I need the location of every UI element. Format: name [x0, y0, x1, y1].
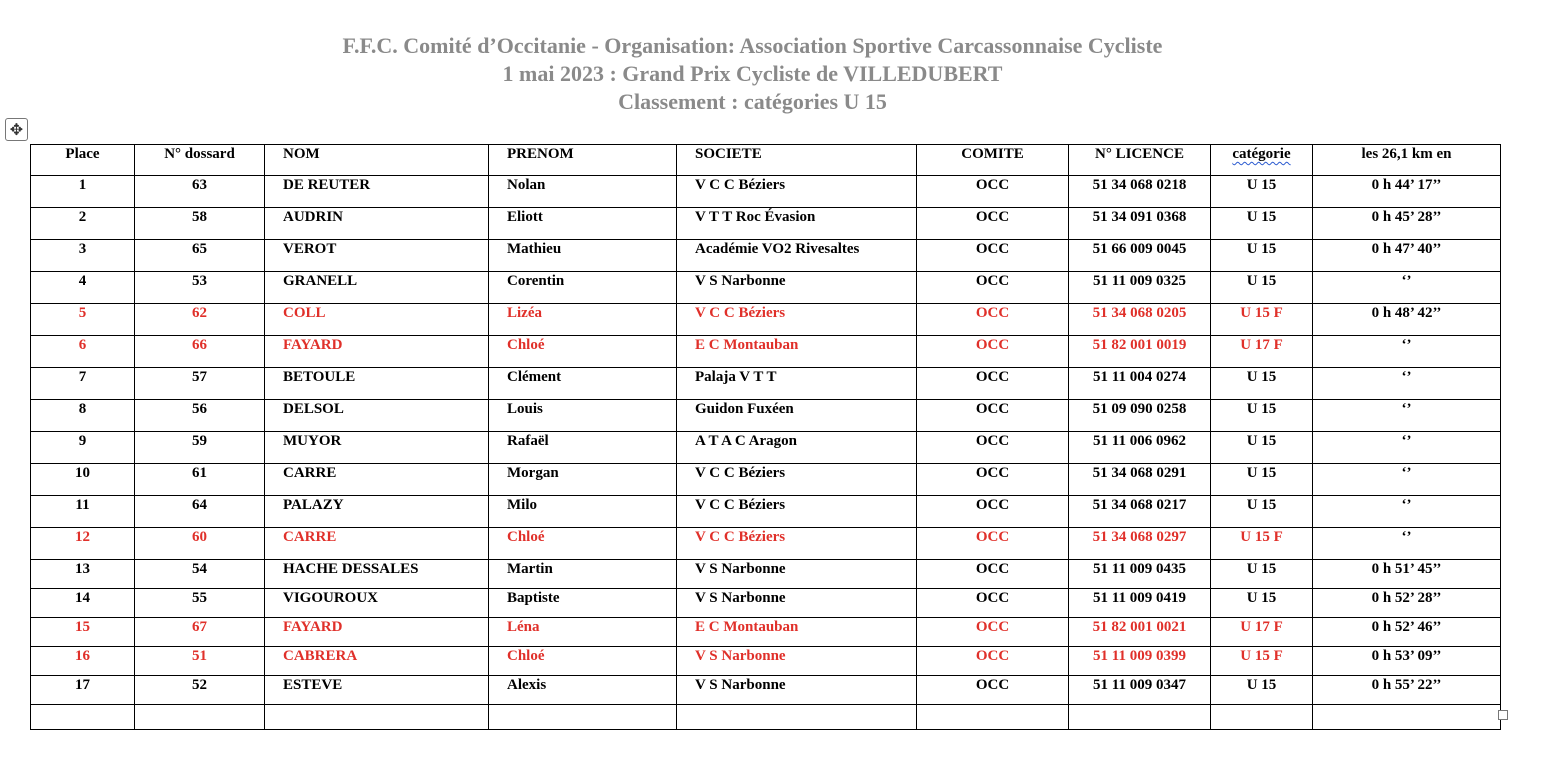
cell-empty: [489, 705, 677, 730]
cell-place: 8: [31, 400, 135, 432]
cell-categorie: U 17 F: [1211, 336, 1313, 368]
cell-dossard: 52: [135, 676, 265, 705]
cell-temps: 0 h 45’ 28’’: [1313, 208, 1501, 240]
cell-societe: V C C Béziers: [677, 304, 917, 336]
col-header-categorie: [1211, 145, 1313, 176]
table-row: [31, 676, 1501, 705]
cell-dossard: 53: [135, 272, 265, 304]
cell-categorie: U 15: [1211, 176, 1313, 208]
cell-place: 13: [31, 560, 135, 589]
cell-place: 11: [31, 496, 135, 528]
cell-licence: 51 11 009 0347: [1069, 676, 1211, 705]
cell-temps: 0 h 52’ 46’’: [1313, 618, 1501, 647]
document-title-block: [0, 32, 1505, 116]
table-row: [31, 432, 1501, 464]
cell-licence: 51 11 004 0274: [1069, 368, 1211, 400]
cell-temps: ‘’: [1313, 528, 1501, 560]
table-row-empty: [31, 705, 1501, 730]
cell-comite: OCC: [917, 560, 1069, 589]
cell-comite: OCC: [917, 400, 1069, 432]
cell-prenom: Nolan: [489, 176, 677, 208]
table-row: [31, 272, 1501, 304]
cell-nom: HACHE DESSALES: [265, 560, 489, 589]
cell-comite: OCC: [917, 368, 1069, 400]
cell-nom: CARRE: [265, 528, 489, 560]
cell-licence: 51 66 009 0045: [1069, 240, 1211, 272]
cell-temps: ‘’: [1313, 400, 1501, 432]
cell-categorie: U 15 F: [1211, 304, 1313, 336]
cell-comite: OCC: [917, 589, 1069, 618]
cell-licence: 51 34 068 0218: [1069, 176, 1211, 208]
cell-categorie: U 15: [1211, 560, 1313, 589]
cell-dossard: 54: [135, 560, 265, 589]
cell-empty: [1069, 705, 1211, 730]
cell-societe: A T A C Aragon: [677, 432, 917, 464]
cell-comite: OCC: [917, 176, 1069, 208]
col-header-licence: N° LICENCE: [1069, 145, 1211, 176]
cell-temps: 0 h 53’ 09’’: [1313, 647, 1501, 676]
cell-nom: FAYARD: [265, 336, 489, 368]
cell-place: 3: [31, 240, 135, 272]
cell-place: 10: [31, 464, 135, 496]
cell-licence: 51 82 001 0021: [1069, 618, 1211, 647]
cell-societe: Palaja V T T: [677, 368, 917, 400]
table-row: [31, 496, 1501, 528]
cell-nom: PALAZY: [265, 496, 489, 528]
cell-place: 7: [31, 368, 135, 400]
cell-categorie: U 15: [1211, 464, 1313, 496]
col-header-prenom: PRENOM: [489, 145, 677, 176]
cell-prenom: Milo: [489, 496, 677, 528]
table-header-row: [31, 145, 1501, 176]
cell-categorie: U 15: [1211, 676, 1313, 705]
cell-nom: CARRE: [265, 464, 489, 496]
cell-temps: 0 h 55’ 22’’: [1313, 676, 1501, 705]
cell-prenom: Chloé: [489, 647, 677, 676]
cell-place: 9: [31, 432, 135, 464]
cell-societe: Guidon Fuxéen: [677, 400, 917, 432]
cell-empty: [1313, 705, 1501, 730]
cell-prenom: Lizéa: [489, 304, 677, 336]
cell-dossard: 67: [135, 618, 265, 647]
cell-empty: [917, 705, 1069, 730]
title-line-1: F.F.C. Comité d’Occitanie - Organisation: Association Sportive Carcassonnaise Cycliste: [342, 33, 1163, 58]
cell-place: 2: [31, 208, 135, 240]
cell-prenom: Morgan: [489, 464, 677, 496]
cell-licence: 51 34 068 0291: [1069, 464, 1211, 496]
cell-temps: 0 h 47’ 40’’: [1313, 240, 1501, 272]
cell-prenom: Rafaël: [489, 432, 677, 464]
table-row: [31, 647, 1501, 676]
cell-temps: ‘’: [1313, 336, 1501, 368]
cell-place: 1: [31, 176, 135, 208]
cell-dossard: 60: [135, 528, 265, 560]
cell-nom: CABRERA: [265, 647, 489, 676]
cell-comite: OCC: [917, 336, 1069, 368]
cell-societe: V T T Roc Évasion: [677, 208, 917, 240]
cell-temps: 0 h 51’ 45’’: [1313, 560, 1501, 589]
cell-temps: 0 h 44’ 17’’: [1313, 176, 1501, 208]
title-line-2: 1 mai 2023 : Grand Prix Cycliste de VILLEDUBERT: [502, 61, 1003, 86]
cell-empty: [677, 705, 917, 730]
table-row: [31, 208, 1501, 240]
cell-comite: OCC: [917, 528, 1069, 560]
cell-comite: OCC: [917, 647, 1069, 676]
table-row: [31, 528, 1501, 560]
cell-place: 5: [31, 304, 135, 336]
cell-categorie: U 15: [1211, 589, 1313, 618]
cell-dossard: 61: [135, 464, 265, 496]
cell-prenom: Baptiste: [489, 589, 677, 618]
cell-societe: V S Narbonne: [677, 647, 917, 676]
cell-place: 16: [31, 647, 135, 676]
cell-licence: 51 11 009 0325: [1069, 272, 1211, 304]
cell-comite: OCC: [917, 304, 1069, 336]
table-move-handle-icon[interactable]: ✥: [5, 118, 28, 141]
cell-licence: 51 09 090 0258: [1069, 400, 1211, 432]
table-row: [31, 336, 1501, 368]
cell-licence: 51 34 068 0217: [1069, 496, 1211, 528]
cell-categorie: U 15: [1211, 368, 1313, 400]
cell-comite: OCC: [917, 464, 1069, 496]
cell-societe: E C Montauban: [677, 618, 917, 647]
table-resize-handle-icon[interactable]: [1498, 710, 1508, 720]
cell-comite: OCC: [917, 240, 1069, 272]
cell-temps: 0 h 52’ 28’’: [1313, 589, 1501, 618]
cell-prenom: Chloé: [489, 528, 677, 560]
table-row: [31, 464, 1501, 496]
cell-licence: 51 34 091 0368: [1069, 208, 1211, 240]
cell-place: 4: [31, 272, 135, 304]
cell-place: 15: [31, 618, 135, 647]
table-row: [31, 560, 1501, 589]
col-header-societe: SOCIETE: [677, 145, 917, 176]
cell-dossard: 58: [135, 208, 265, 240]
cell-nom: GRANELL: [265, 272, 489, 304]
cell-dossard: 57: [135, 368, 265, 400]
cell-licence: 51 11 006 0962: [1069, 432, 1211, 464]
cell-nom: VEROT: [265, 240, 489, 272]
cell-temps: ‘’: [1313, 464, 1501, 496]
cell-temps: ‘’: [1313, 496, 1501, 528]
cell-empty: [135, 705, 265, 730]
cell-societe: V S Narbonne: [677, 676, 917, 705]
cell-comite: OCC: [917, 272, 1069, 304]
cell-societe: Académie VO2 Rivesaltes: [677, 240, 917, 272]
cell-licence: 51 11 009 0435: [1069, 560, 1211, 589]
cell-place: 6: [31, 336, 135, 368]
cell-dossard: 55: [135, 589, 265, 618]
cell-nom: ESTEVE: [265, 676, 489, 705]
cell-nom: COLL: [265, 304, 489, 336]
table-row: [31, 589, 1501, 618]
cell-empty: [265, 705, 489, 730]
cell-licence: 51 82 001 0019: [1069, 336, 1211, 368]
cell-temps: ‘’: [1313, 368, 1501, 400]
cell-categorie: U 15: [1211, 400, 1313, 432]
results-table: [30, 144, 1501, 730]
table-row: [31, 618, 1501, 647]
title-line-3: Classement : catégories U 15: [618, 89, 887, 114]
cell-categorie: U 15: [1211, 432, 1313, 464]
table-row: [31, 368, 1501, 400]
cell-societe: V S Narbonne: [677, 560, 917, 589]
cell-licence: 51 34 068 0297: [1069, 528, 1211, 560]
cell-nom: BETOULE: [265, 368, 489, 400]
cell-dossard: 65: [135, 240, 265, 272]
col-header-place: Place: [31, 145, 135, 176]
cell-licence: 51 34 068 0205: [1069, 304, 1211, 336]
cell-prenom: Martin: [489, 560, 677, 589]
cell-place: 17: [31, 676, 135, 705]
cell-categorie: U 15: [1211, 496, 1313, 528]
cell-societe: V S Narbonne: [677, 589, 917, 618]
cell-temps: ‘’: [1313, 432, 1501, 464]
cell-prenom: Chloé: [489, 336, 677, 368]
cell-categorie: U 15 F: [1211, 647, 1313, 676]
cell-comite: OCC: [917, 208, 1069, 240]
cell-nom: DELSOL: [265, 400, 489, 432]
cell-temps: ‘’: [1313, 272, 1501, 304]
cell-categorie: U 15: [1211, 208, 1313, 240]
cell-empty: [1211, 705, 1313, 730]
cell-categorie: U 17 F: [1211, 618, 1313, 647]
cell-categorie: U 15 F: [1211, 528, 1313, 560]
cell-prenom: Eliott: [489, 208, 677, 240]
cell-societe: E C Montauban: [677, 336, 917, 368]
cell-licence: 51 11 009 0419: [1069, 589, 1211, 618]
cell-comite: OCC: [917, 676, 1069, 705]
cell-nom: DE REUTER: [265, 176, 489, 208]
col-header-dossard: N° dossard: [135, 145, 265, 176]
cell-prenom: Léna: [489, 618, 677, 647]
table-row: [31, 400, 1501, 432]
cell-prenom: Clément: [489, 368, 677, 400]
cell-categorie: U 15: [1211, 272, 1313, 304]
cell-societe: V C C Béziers: [677, 464, 917, 496]
cell-nom: FAYARD: [265, 618, 489, 647]
cell-dossard: 62: [135, 304, 265, 336]
cell-dossard: 56: [135, 400, 265, 432]
cell-dossard: 66: [135, 336, 265, 368]
cell-prenom: Louis: [489, 400, 677, 432]
cell-dossard: 51: [135, 647, 265, 676]
cell-empty: [31, 705, 135, 730]
cell-categorie: U 15: [1211, 240, 1313, 272]
col-header-comite: COMITE: [917, 145, 1069, 176]
table-row: [31, 240, 1501, 272]
cell-place: 14: [31, 589, 135, 618]
cell-societe: V S Narbonne: [677, 272, 917, 304]
table-row: [31, 176, 1501, 208]
cell-nom: MUYOR: [265, 432, 489, 464]
cell-prenom: Mathieu: [489, 240, 677, 272]
col-header-categorie-text: catégorie: [1232, 146, 1291, 162]
cell-societe: V C C Béziers: [677, 528, 917, 560]
table-row: [31, 304, 1501, 336]
cell-prenom: Alexis: [489, 676, 677, 705]
cell-temps: 0 h 48’ 42’’: [1313, 304, 1501, 336]
cell-comite: OCC: [917, 496, 1069, 528]
cell-comite: OCC: [917, 618, 1069, 647]
cell-nom: VIGOUROUX: [265, 589, 489, 618]
col-header-temps: les 26,1 km en: [1313, 145, 1501, 176]
results-body: [31, 176, 1501, 730]
cell-nom: AUDRIN: [265, 208, 489, 240]
col-header-nom: NOM: [265, 145, 489, 176]
cell-societe: V C C Béziers: [677, 496, 917, 528]
cell-place: 12: [31, 528, 135, 560]
cell-licence: 51 11 009 0399: [1069, 647, 1211, 676]
cell-dossard: 63: [135, 176, 265, 208]
cell-prenom: Corentin: [489, 272, 677, 304]
cell-comite: OCC: [917, 432, 1069, 464]
cell-dossard: 64: [135, 496, 265, 528]
cell-societe: V C C Béziers: [677, 176, 917, 208]
cell-dossard: 59: [135, 432, 265, 464]
